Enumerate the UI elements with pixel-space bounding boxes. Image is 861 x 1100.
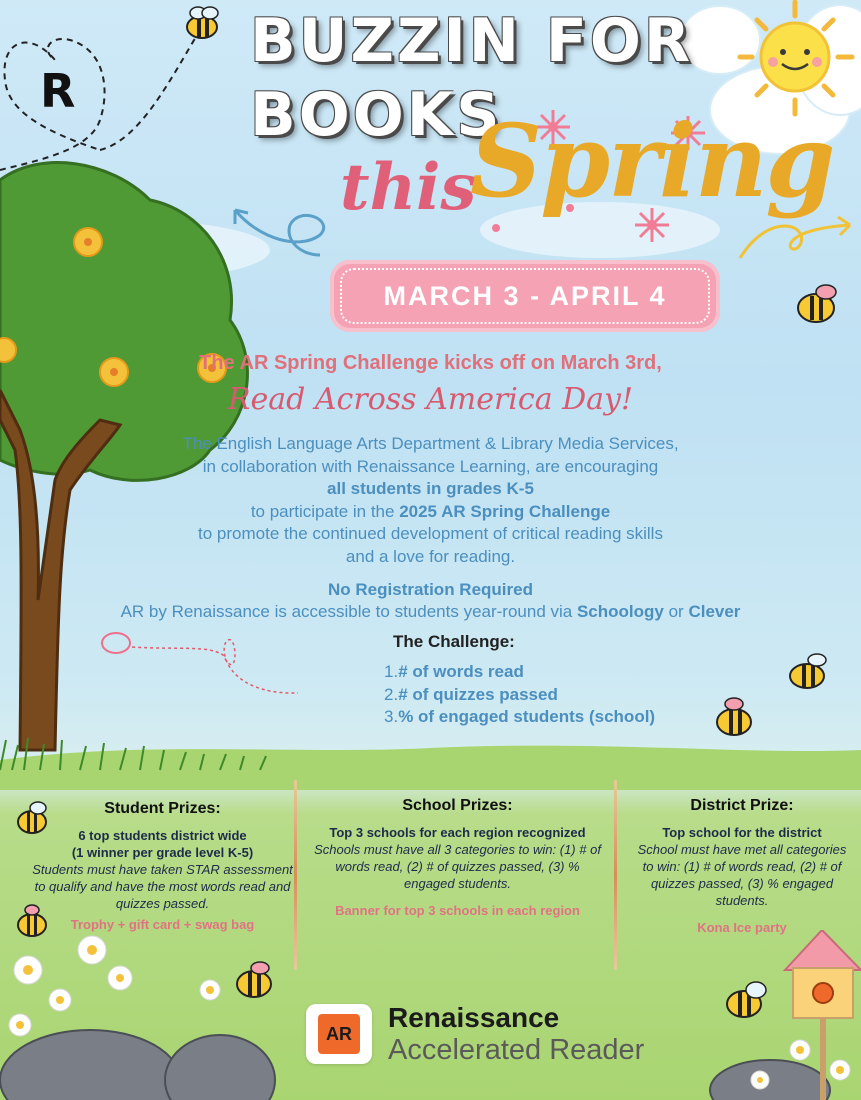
kickoff-text: The AR Spring Challenge kicks off on March 3rd, (199, 352, 662, 374)
district-prize-heading: District Prize: (690, 797, 794, 814)
grass-edge (0, 710, 861, 790)
bee-icon (187, 7, 218, 38)
student-prizes-award: Trophy + gift card + swag bag (70, 917, 255, 932)
brand-accelerated-reader: Accelerated Reader (388, 1034, 645, 1066)
bee-icon (18, 802, 46, 833)
schoology-link[interactable]: Schoology (576, 602, 664, 621)
date-banner (330, 260, 720, 332)
clever-link[interactable]: Clever (688, 602, 741, 621)
district-prize (636, 797, 848, 936)
title-line-2: BOOKS (250, 80, 503, 150)
bee-icon (790, 280, 850, 330)
school-prizes-criteria: Top 3 schools for each region recognized (329, 825, 586, 840)
list-item: 1.# of words read (384, 662, 524, 681)
title-this: this (340, 150, 477, 225)
description-line: and a love for reading. (345, 546, 516, 566)
challenge-name: 2025 AR Spring Challenge (399, 501, 611, 521)
side-bees (14, 800, 54, 940)
description-grades: all students in grades K-5 (327, 479, 534, 498)
registration-heading: No Registration Required (328, 580, 533, 599)
district-prize-criteria: Top school for the district (662, 825, 822, 840)
school-prizes-award: Banner for top 3 schools in each region (335, 903, 580, 918)
challenge-heading: The Challenge: (393, 632, 515, 651)
description-line: to participate in the 2025 AR Spring Challenge (250, 501, 611, 521)
registration-text: AR by Renaissance is accessible to students year-round via Schoology or Clever (120, 602, 741, 621)
list-item: 3.% of engaged students (school) (384, 707, 656, 726)
bee-icon (18, 905, 46, 936)
bee-icon (727, 982, 766, 1017)
bee-icon (237, 962, 271, 997)
school-prizes (310, 797, 605, 919)
yellow-arrow-icon (740, 225, 850, 258)
description-block (0, 433, 861, 568)
bee-icon (785, 650, 835, 695)
ar-logo (306, 1004, 372, 1064)
school-prizes-heading: School Prizes: (402, 797, 513, 814)
student-prizes-details: Students must have taken STAR assessment to qualify and have the most words read and quizzes passed. (32, 862, 293, 911)
renaissance-r-logo: R (40, 64, 76, 118)
district-prize-award: Kona Ice party (697, 920, 787, 935)
description-line: in collaboration with Renaissance Learning, are encouraging (202, 456, 659, 476)
title-spring: Spring (470, 102, 834, 220)
list-item: 2.# of quizzes passed (384, 684, 558, 704)
title-line-1: BUZZIN FOR (250, 6, 694, 76)
student-prizes-heading: Student Prizes: (104, 800, 221, 817)
date-range: MARCH 3 - APRIL 4 (340, 268, 710, 324)
description-line: The English Language Arts Department & Library Media Services, (182, 434, 679, 453)
district-prize-details: School must have met all categories to win: (1) # of words read, (2) # of quizzes passed, (3) % engaged students. (637, 842, 847, 908)
ar-book-icon: AR (318, 1014, 360, 1054)
student-prizes-criteria-2: (1 winner per grade level K-5) (71, 845, 254, 860)
student-prizes-criteria: 6 top students district wide (78, 828, 247, 843)
school-prizes-details: Schools must have all 3 categories to win: (1) # of words read, (2) # of quizzes passed, (3) % engaged students. (314, 842, 601, 891)
bee-trail (98, 625, 308, 700)
read-across-america: Read Across America Day! (227, 382, 634, 417)
brand-renaissance: Renaissance (388, 1002, 560, 1033)
description-line: to promote the continued development of critical reading skills (198, 524, 663, 543)
student-prizes (30, 800, 295, 933)
